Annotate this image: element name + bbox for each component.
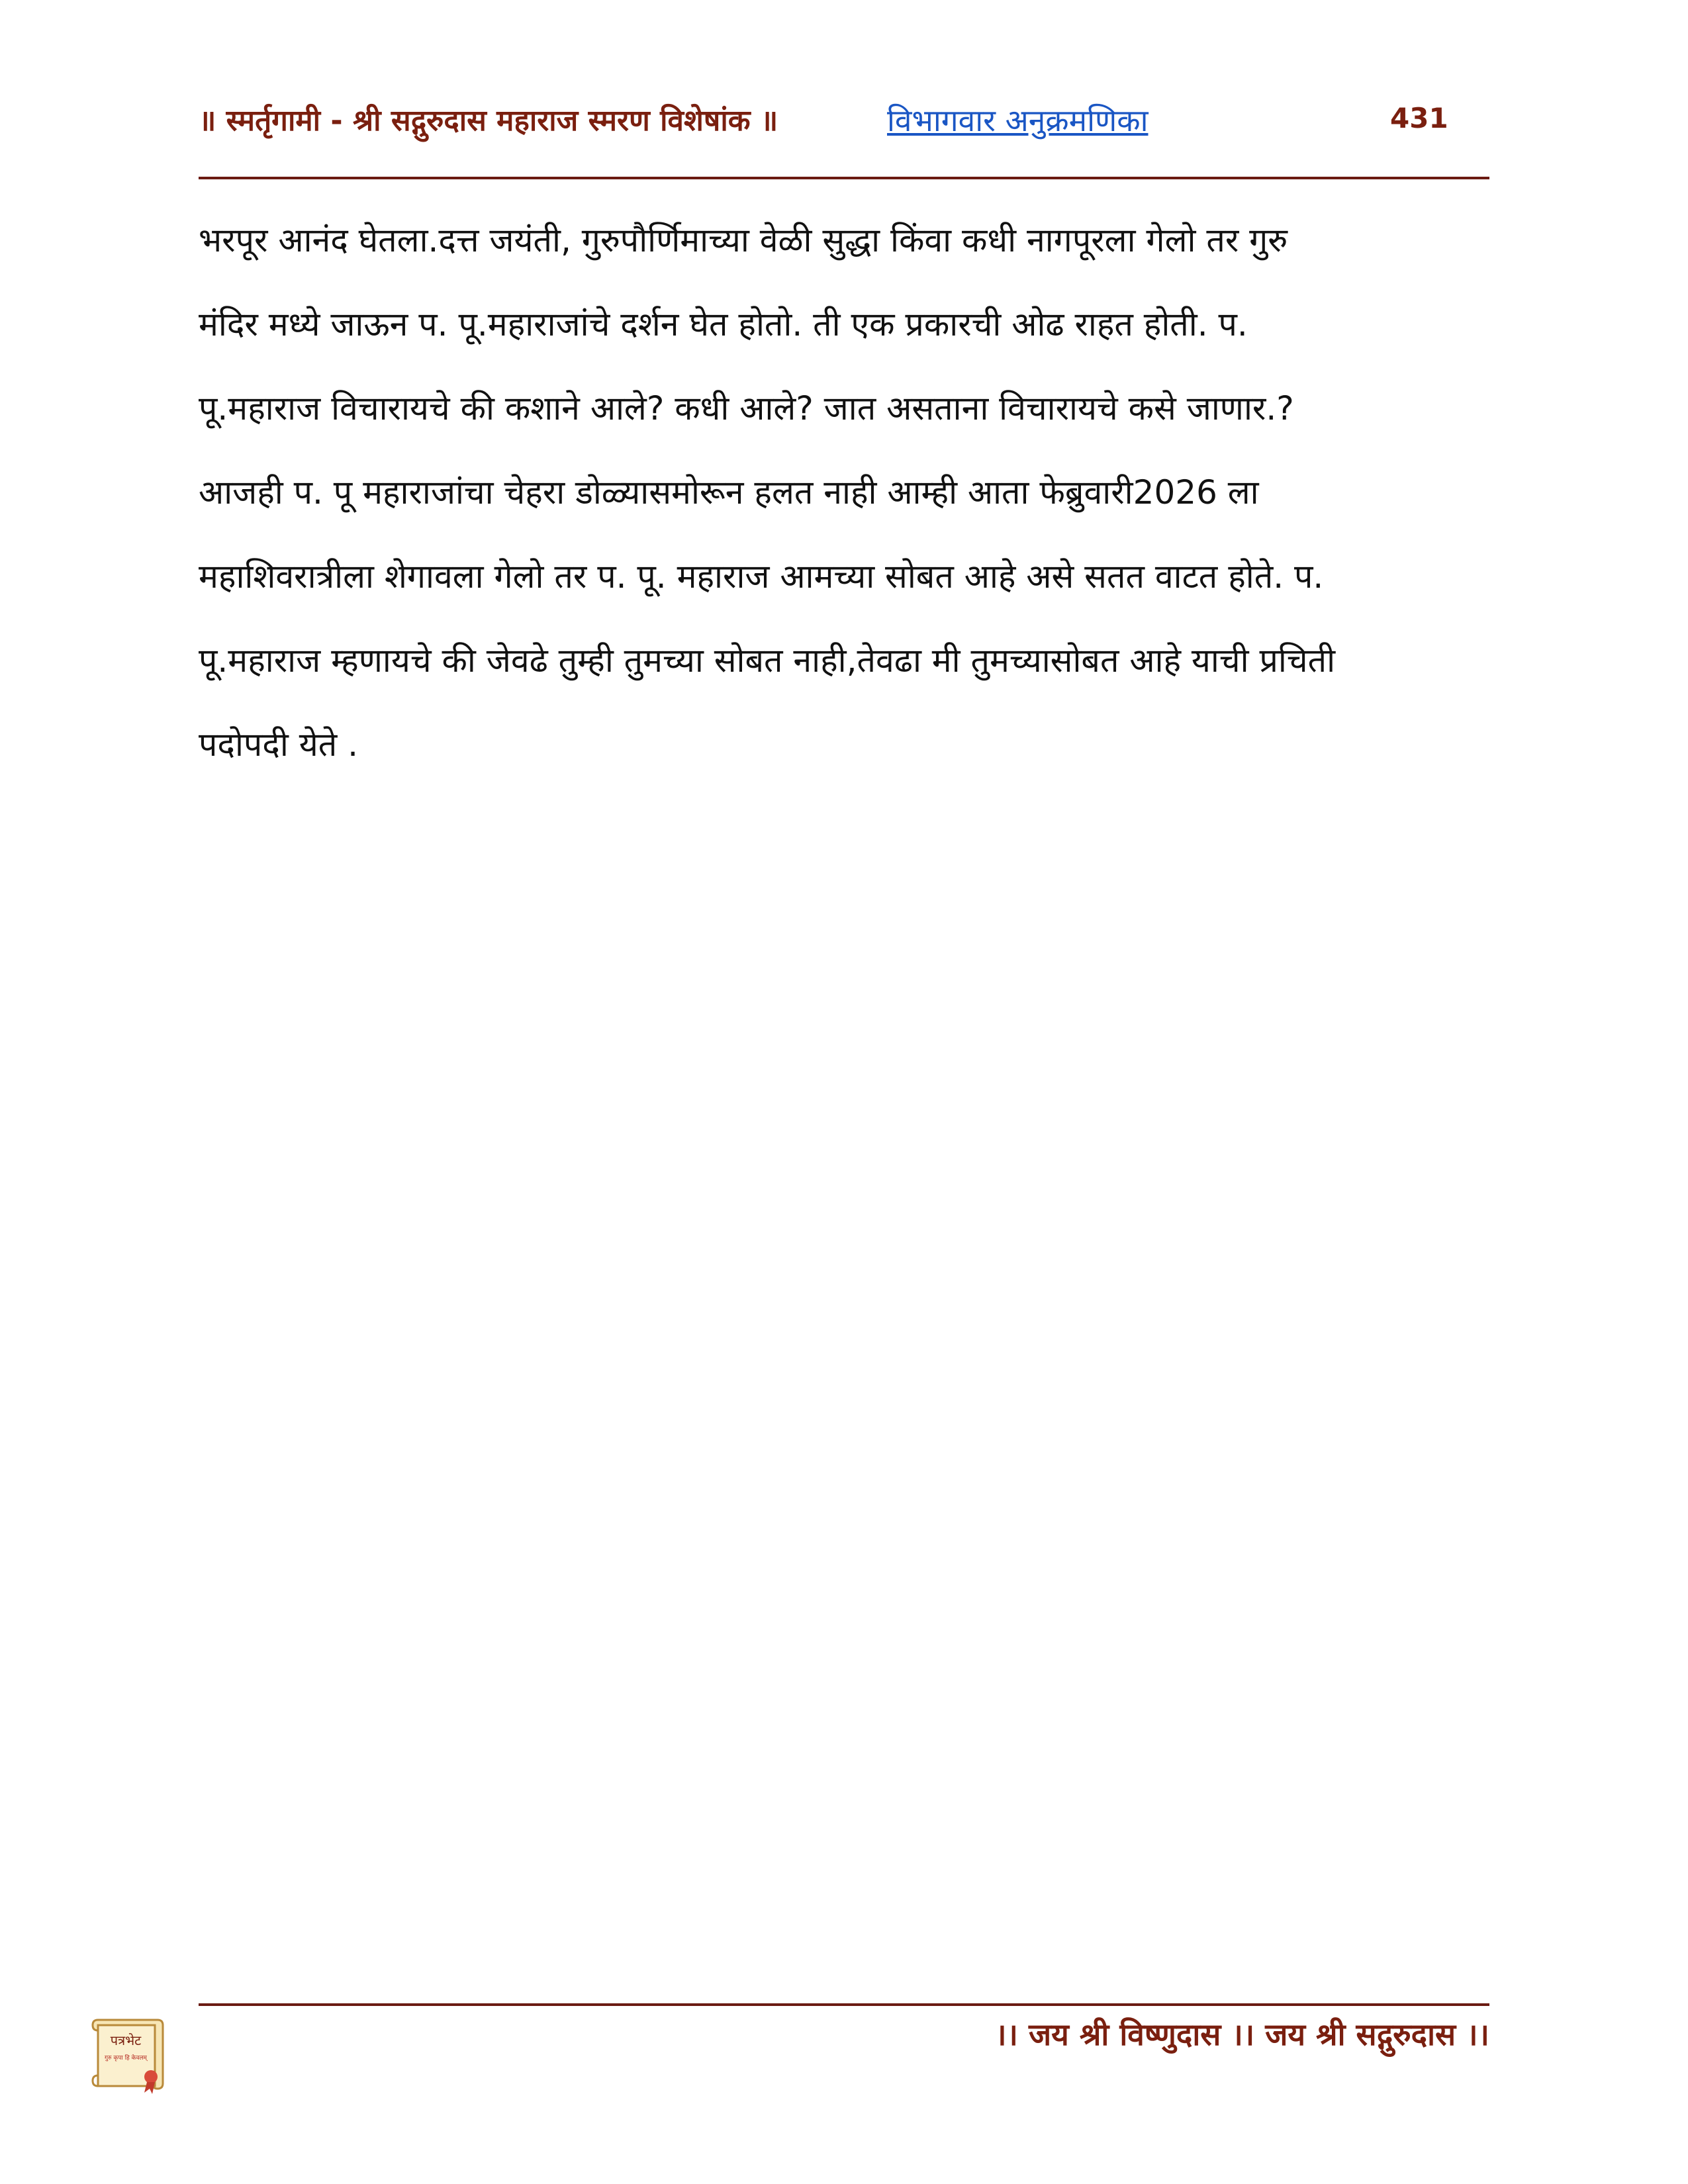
footer-text: ।। जय श्री विष्णुदास ।। जय श्री सद्गुरुदास ।। [995, 2017, 1489, 2052]
header-divider [199, 177, 1489, 179]
body-line: भरपूर आनंद घेतला.दत्त जयंती, गुरुपौर्णिमाच्या वेळी सुद्धा किंवा कधी नागपूरला गेलो तर गुरु [199, 221, 1288, 259]
page-header [199, 99, 1489, 152]
body-line: आजही प. पू महाराजांचा चेहरा डोळ्यासमोरून हलत नाही आम्ही आता फेब्रुवारी2026 ला [199, 473, 1259, 512]
body-line: महाशिवरात्रीला शेगावला गेलो तर प. पू. महाराज आमच्या सोबत आहे असे सतत वाटत होते. प. [199, 557, 1324, 596]
logo-text: पत्रभेट [110, 2032, 142, 2048]
body-line: पू.महाराज विचारायचे की कशाने आले? कधी आले? जात असताना विचारायचे कसे जाणार.? [199, 389, 1294, 428]
header-title: ॥ स्मर्तृगामी - श्री सद्गुरुदास महाराज स्मरण विशेषांक ॥ [199, 104, 778, 138]
section-index-link[interactable]: विभागवार अनुक्रमणिका [887, 103, 1149, 138]
page-number: 431 [1390, 102, 1448, 134]
body-line: पू.महाराज म्हणायचे की जेवढे तुम्ही तुमच्या सोबत नाही,तेवढा मी तुमच्यासोबत आहे याची प्रचिती [199, 641, 1336, 680]
article-body [199, 199, 1496, 787]
body-line: पदोपदी येते . [199, 725, 358, 764]
scroll-icon [86, 2011, 172, 2097]
footer-divider [199, 2003, 1489, 2006]
body-line: मंदिर मध्ये जाऊन प. पू.महाराजांचे दर्शन घेत होतो. ती एक प्रकारची ओढ राहत होती. प. [199, 305, 1248, 343]
logo-tagline: गुरु कृपा हि केवलम् [105, 2055, 147, 2062]
